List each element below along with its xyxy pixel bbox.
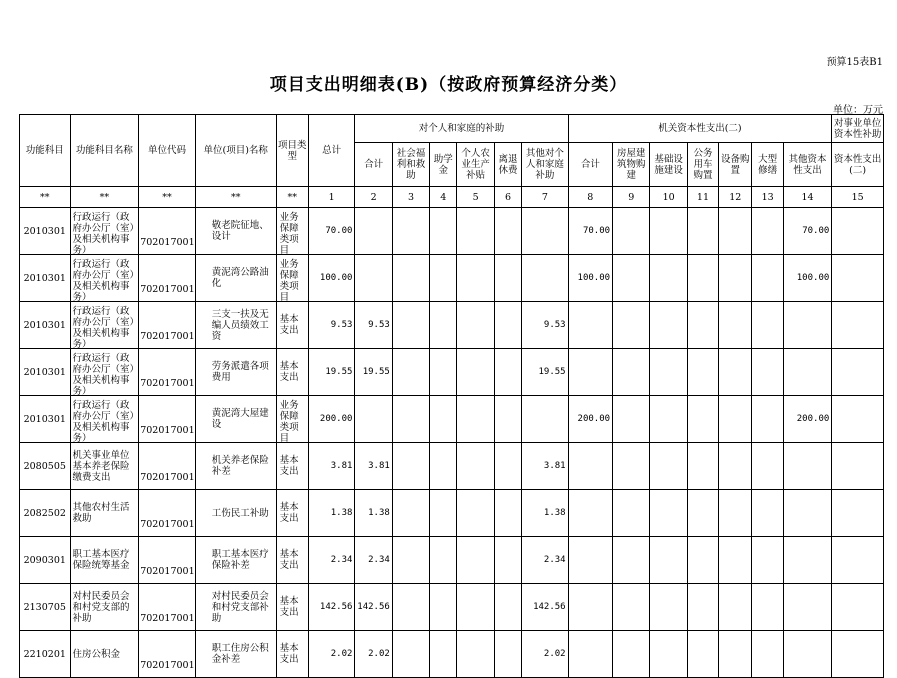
agri-subsidy-cell — [457, 490, 494, 537]
capital-total-cell: 70.00 — [568, 208, 612, 255]
index-cell: 8 — [568, 187, 612, 208]
index-cell: ** — [20, 187, 71, 208]
index-cell: 10 — [650, 187, 687, 208]
agri-subsidy-cell — [457, 537, 494, 584]
function-code-cell: 2010301 — [20, 349, 71, 396]
welfare-cell — [392, 584, 429, 631]
equipment-cell — [719, 349, 752, 396]
project-type-cell-text: 基本支出 — [279, 314, 299, 336]
capital-2-cell — [832, 349, 884, 396]
col-header-agri-subsidy: 个人农业生产补贴 — [457, 143, 494, 187]
capital-2-cell — [832, 443, 884, 490]
welfare-cell — [392, 349, 429, 396]
capital-2-cell — [832, 537, 884, 584]
table-row — [20, 255, 884, 302]
function-code-cell: 2010301 — [20, 255, 71, 302]
infrastructure-cell — [650, 584, 687, 631]
capital-2-cell — [832, 631, 884, 678]
total-cell: 19.55 — [308, 349, 354, 396]
capital-total-cell — [568, 302, 612, 349]
unit-name-cell — [195, 208, 276, 255]
unit-name-cell — [195, 396, 276, 443]
col-header-welfare: 社会福利和救助 — [392, 143, 429, 187]
unit-name-cell-text: 机关养老保险补差 — [211, 455, 269, 477]
function-name-cell-text: 其他农村生活救助 — [72, 502, 130, 524]
index-cell: 1 — [308, 187, 354, 208]
building-cell — [613, 255, 650, 302]
unit-name-cell-text: 职工基本医疗保险补差 — [211, 549, 269, 571]
infrastructure-cell — [650, 349, 687, 396]
unit-name-cell — [195, 443, 276, 490]
total-cell: 100.00 — [308, 255, 354, 302]
total-cell: 2.02 — [308, 631, 354, 678]
repair-cell — [752, 584, 783, 631]
function-name-cell-text: 行政运行（政府办公厅（室）及相关机构事务） — [72, 306, 135, 350]
project-type-cell — [276, 490, 308, 537]
vehicle-cell — [687, 584, 718, 631]
table-row — [20, 208, 884, 255]
col-header-project-type: 项目类型 — [276, 115, 308, 187]
retirement-cell — [494, 396, 521, 443]
vehicle-cell — [687, 490, 718, 537]
other-personal-cell — [522, 255, 568, 302]
infrastructure-cell — [650, 302, 687, 349]
index-cell: 4 — [430, 187, 457, 208]
col-header-function-name: 功能科目名称 — [70, 115, 139, 187]
capital-total-cell — [568, 443, 612, 490]
function-code-cell: 2130705 — [20, 584, 71, 631]
function-name-cell-text: 职工基本医疗保险统筹基金 — [72, 549, 130, 571]
welfare-cell — [392, 443, 429, 490]
grant-cell — [430, 443, 457, 490]
agri-subsidy-cell — [457, 631, 494, 678]
equipment-cell — [719, 490, 752, 537]
building-cell — [613, 302, 650, 349]
index-cell: 12 — [719, 187, 752, 208]
equipment-cell — [719, 631, 752, 678]
unit-name-cell — [195, 302, 276, 349]
personal-total-cell — [355, 396, 392, 443]
other-personal-cell: 2.34 — [522, 537, 568, 584]
function-code-cell: 2082502 — [20, 490, 71, 537]
unit-code-cell: 702017001 — [139, 302, 196, 349]
col-header-unit-name: 单位(项目)名称 — [195, 115, 276, 187]
infrastructure-cell — [650, 490, 687, 537]
capital-total-cell — [568, 490, 612, 537]
index-cell: ** — [195, 187, 276, 208]
welfare-cell — [392, 302, 429, 349]
col-header-unit-code: 单位代码 — [139, 115, 196, 187]
vehicle-cell — [687, 349, 718, 396]
agri-subsidy-cell — [457, 443, 494, 490]
function-code-cell: 2080505 — [20, 443, 71, 490]
function-name-cell — [70, 396, 139, 443]
equipment-cell — [719, 584, 752, 631]
unit-code-cell: 702017001 — [139, 255, 196, 302]
function-code-cell: 2010301 — [20, 396, 71, 443]
vehicle-cell — [687, 396, 718, 443]
other-personal-cell — [522, 208, 568, 255]
retirement-cell — [494, 537, 521, 584]
grant-cell — [430, 490, 457, 537]
vehicle-cell — [687, 208, 718, 255]
function-name-cell — [70, 537, 139, 584]
repair-cell — [752, 537, 783, 584]
vehicle-cell — [687, 302, 718, 349]
function-name-cell-text: 行政运行（政府办公厅（室）及相关机构事务） — [72, 353, 135, 397]
personal-total-cell — [355, 255, 392, 302]
personal-total-cell: 2.02 — [355, 631, 392, 678]
agri-subsidy-cell — [457, 396, 494, 443]
other-personal-cell: 142.56 — [522, 584, 568, 631]
project-type-cell — [276, 631, 308, 678]
project-type-cell-text: 业务保障类项目 — [279, 400, 299, 444]
index-row — [20, 187, 884, 208]
other-personal-cell — [522, 396, 568, 443]
col-header-building: 房屋建筑物购建 — [613, 143, 650, 187]
retirement-cell — [494, 302, 521, 349]
personal-total-cell: 9.53 — [355, 302, 392, 349]
index-cell: ** — [70, 187, 139, 208]
personal-total-cell: 142.56 — [355, 584, 392, 631]
project-type-cell-text: 基本支出 — [279, 455, 299, 477]
project-type-cell — [276, 302, 308, 349]
total-cell: 70.00 — [308, 208, 354, 255]
function-code-cell: 2090301 — [20, 537, 71, 584]
unit-name-cell — [195, 631, 276, 678]
project-type-cell-text: 基本支出 — [279, 643, 299, 665]
total-cell: 2.34 — [308, 537, 354, 584]
function-name-cell — [70, 490, 139, 537]
grant-cell — [430, 584, 457, 631]
index-cell: 6 — [494, 187, 521, 208]
building-cell — [613, 208, 650, 255]
personal-total-cell: 19.55 — [355, 349, 392, 396]
function-code-cell: 2210201 — [20, 631, 71, 678]
infrastructure-cell — [650, 631, 687, 678]
grant-cell — [430, 631, 457, 678]
project-type-cell — [276, 255, 308, 302]
project-type-cell-text: 业务保障类项目 — [279, 259, 299, 303]
function-name-cell — [70, 255, 139, 302]
unit-code-cell: 702017001 — [139, 584, 196, 631]
building-cell — [613, 631, 650, 678]
unit-name-cell — [195, 349, 276, 396]
other-personal-cell: 9.53 — [522, 302, 568, 349]
welfare-cell — [392, 537, 429, 584]
retirement-cell — [494, 631, 521, 678]
unit-code-cell: 702017001 — [139, 208, 196, 255]
index-cell: 13 — [752, 187, 783, 208]
capital-2-cell — [832, 396, 884, 443]
unit-name-cell-text: 黄泥湾公路油化 — [211, 267, 269, 289]
total-cell: 142.56 — [308, 584, 354, 631]
capital-2-cell — [832, 302, 884, 349]
total-cell: 9.53 — [308, 302, 354, 349]
project-type-cell-text: 基本支出 — [279, 596, 299, 618]
agri-subsidy-cell — [457, 255, 494, 302]
col-header-equipment: 设备购置 — [719, 143, 752, 187]
col-header-function-code: 功能科目 — [20, 115, 71, 187]
agri-subsidy-cell — [457, 584, 494, 631]
building-cell — [613, 443, 650, 490]
equipment-cell — [719, 537, 752, 584]
unit-code-cell: 702017001 — [139, 396, 196, 443]
col-header-total: 总计 — [308, 115, 354, 187]
table-row — [20, 443, 884, 490]
infrastructure-cell — [650, 537, 687, 584]
unit-code-cell: 702017001 — [139, 443, 196, 490]
table-row — [20, 302, 884, 349]
welfare-cell — [392, 490, 429, 537]
expenditure-table — [19, 114, 884, 678]
retirement-cell — [494, 490, 521, 537]
other-personal-cell: 2.02 — [522, 631, 568, 678]
index-cell: ** — [139, 187, 196, 208]
other-capital-cell — [783, 302, 832, 349]
capital-total-cell — [568, 349, 612, 396]
grant-cell — [430, 208, 457, 255]
other-capital-cell: 70.00 — [783, 208, 832, 255]
capital-total-cell — [568, 584, 612, 631]
grant-cell — [430, 349, 457, 396]
equipment-cell — [719, 208, 752, 255]
vehicle-cell — [687, 631, 718, 678]
capital-total-cell — [568, 631, 612, 678]
unit-code-cell: 702017001 — [139, 349, 196, 396]
building-cell — [613, 537, 650, 584]
personal-total-cell: 3.81 — [355, 443, 392, 490]
repair-cell — [752, 396, 783, 443]
equipment-cell — [719, 255, 752, 302]
vehicle-cell — [687, 537, 718, 584]
function-name-cell-text: 行政运行（政府办公厅（室）及相关机构事务） — [72, 259, 135, 303]
unit-name-cell — [195, 584, 276, 631]
index-cell: 14 — [783, 187, 832, 208]
group-header-capital-expenditure: 机关资本性支出(二) — [568, 115, 832, 143]
capital-total-cell — [568, 537, 612, 584]
function-name-cell-text: 机关事业单位基本养老保险缴费支出 — [72, 449, 130, 483]
total-cell: 200.00 — [308, 396, 354, 443]
group-header-personal-subsidy: 对个人和家庭的补助 — [355, 115, 568, 143]
function-name-cell — [70, 349, 139, 396]
welfare-cell — [392, 255, 429, 302]
project-type-cell-text: 基本支出 — [279, 502, 299, 524]
function-name-cell — [70, 208, 139, 255]
capital-2-cell — [832, 584, 884, 631]
col-header-vehicle: 公务用车购置 — [687, 143, 718, 187]
table-row — [20, 537, 884, 584]
building-cell — [613, 396, 650, 443]
unit-label: 单位：万元 — [833, 105, 883, 116]
project-type-cell-text: 基本支出 — [279, 549, 299, 571]
grant-cell — [430, 255, 457, 302]
project-type-cell — [276, 396, 308, 443]
index-cell: 3 — [392, 187, 429, 208]
table-row — [20, 584, 884, 631]
grant-cell — [430, 396, 457, 443]
function-name-cell — [70, 631, 139, 678]
capital-total-cell: 100.00 — [568, 255, 612, 302]
repair-cell — [752, 443, 783, 490]
welfare-cell — [392, 396, 429, 443]
total-cell: 3.81 — [308, 443, 354, 490]
total-cell: 1.38 — [308, 490, 354, 537]
retirement-cell — [494, 584, 521, 631]
col-header-capital-2: 资本性支出(二) — [832, 143, 884, 187]
retirement-cell — [494, 208, 521, 255]
function-name-cell — [70, 302, 139, 349]
unit-name-cell-text: 黄泥湾大屋建设 — [211, 408, 269, 430]
function-name-cell — [70, 443, 139, 490]
retirement-cell — [494, 443, 521, 490]
page-title: 项目支出明细表(B)（按政府预算经济分类） — [269, 75, 628, 95]
repair-cell — [752, 302, 783, 349]
col-header-grant: 助学金 — [430, 143, 457, 187]
grant-cell — [430, 537, 457, 584]
building-cell — [613, 584, 650, 631]
building-cell — [613, 349, 650, 396]
repair-cell — [752, 490, 783, 537]
welfare-cell — [392, 208, 429, 255]
unit-name-cell — [195, 255, 276, 302]
form-number-label: 预算15表B1 — [826, 57, 883, 68]
infrastructure-cell — [650, 396, 687, 443]
index-cell: 5 — [457, 187, 494, 208]
unit-name-cell-text: 敬老院征地、设计 — [211, 220, 269, 242]
unit-name-cell-text: 对村民委员会和村党支部补助 — [211, 590, 269, 624]
other-capital-cell — [783, 537, 832, 584]
repair-cell — [752, 208, 783, 255]
other-capital-cell — [783, 349, 832, 396]
function-name-cell-text: 住房公积金 — [72, 648, 121, 660]
col-header-personal-total: 合计 — [355, 143, 392, 187]
index-cell: 2 — [355, 187, 392, 208]
function-code-cell: 2010301 — [20, 208, 71, 255]
welfare-cell — [392, 631, 429, 678]
repair-cell — [752, 255, 783, 302]
function-name-cell — [70, 584, 139, 631]
project-type-cell-text: 业务保障类项目 — [279, 212, 299, 256]
function-name-cell-text: 行政运行（政府办公厅（室）及相关机构事务） — [72, 212, 135, 256]
project-type-cell — [276, 537, 308, 584]
col-header-infrastructure: 基础设施建设 — [650, 143, 687, 187]
other-capital-cell: 200.00 — [783, 396, 832, 443]
unit-code-cell: 702017001 — [139, 537, 196, 584]
project-type-cell — [276, 208, 308, 255]
project-type-cell — [276, 349, 308, 396]
unit-name-cell-text: 三支一扶及无编人员绩效工资 — [211, 308, 269, 342]
building-cell — [613, 490, 650, 537]
project-type-cell — [276, 584, 308, 631]
infrastructure-cell — [650, 443, 687, 490]
table-row — [20, 396, 884, 443]
function-name-cell-text: 行政运行（政府办公厅（室）及相关机构事务） — [72, 400, 135, 444]
other-personal-cell: 1.38 — [522, 490, 568, 537]
table-row — [20, 631, 884, 678]
function-code-cell: 2010301 — [20, 302, 71, 349]
col-header-other-capital: 其他资本性支出 — [783, 143, 832, 187]
unit-name-cell — [195, 490, 276, 537]
index-cell: 9 — [613, 187, 650, 208]
other-capital-cell: 100.00 — [783, 255, 832, 302]
vehicle-cell — [687, 443, 718, 490]
col-header-repair: 大型修缮 — [752, 143, 783, 187]
agri-subsidy-cell — [457, 208, 494, 255]
other-capital-cell — [783, 490, 832, 537]
project-type-cell-text: 基本支出 — [279, 361, 299, 383]
col-header-retirement: 离退休费 — [494, 143, 521, 187]
other-capital-cell — [783, 584, 832, 631]
retirement-cell — [494, 255, 521, 302]
table-row — [20, 349, 884, 396]
index-cell: ** — [276, 187, 308, 208]
col-header-other-personal: 其他对个人和家庭补助 — [522, 143, 568, 187]
unit-code-cell: 702017001 — [139, 490, 196, 537]
grant-cell — [430, 302, 457, 349]
unit-name-cell-text: 劳务派遣各项费用 — [211, 361, 269, 383]
repair-cell — [752, 349, 783, 396]
capital-total-cell: 200.00 — [568, 396, 612, 443]
unit-name-cell-text: 工伤民工补助 — [211, 507, 269, 519]
agri-subsidy-cell — [457, 349, 494, 396]
personal-total-cell: 1.38 — [355, 490, 392, 537]
capital-2-cell — [832, 490, 884, 537]
unit-code-cell: 702017001 — [139, 631, 196, 678]
equipment-cell — [719, 396, 752, 443]
group-header-institution-subsidy: 对事业单位资本性补助 — [832, 115, 884, 143]
infrastructure-cell — [650, 255, 687, 302]
other-capital-cell — [783, 631, 832, 678]
table-row — [20, 490, 884, 537]
vehicle-cell — [687, 255, 718, 302]
capital-2-cell — [832, 255, 884, 302]
personal-total-cell — [355, 208, 392, 255]
col-header-capital-total: 合计 — [568, 143, 612, 187]
index-cell: 15 — [832, 187, 884, 208]
capital-2-cell — [832, 208, 884, 255]
function-name-cell-text: 对村民委员会和村党支部的补助 — [72, 590, 130, 624]
other-capital-cell — [783, 443, 832, 490]
repair-cell — [752, 631, 783, 678]
unit-name-cell-text: 职工住房公积金补差 — [211, 643, 269, 665]
project-type-cell — [276, 443, 308, 490]
other-personal-cell: 3.81 — [522, 443, 568, 490]
equipment-cell — [719, 302, 752, 349]
index-cell: 7 — [522, 187, 568, 208]
other-personal-cell: 19.55 — [522, 349, 568, 396]
agri-subsidy-cell — [457, 302, 494, 349]
retirement-cell — [494, 349, 521, 396]
personal-total-cell: 2.34 — [355, 537, 392, 584]
unit-name-cell — [195, 537, 276, 584]
equipment-cell — [719, 443, 752, 490]
infrastructure-cell — [650, 208, 687, 255]
index-cell: 11 — [687, 187, 718, 208]
